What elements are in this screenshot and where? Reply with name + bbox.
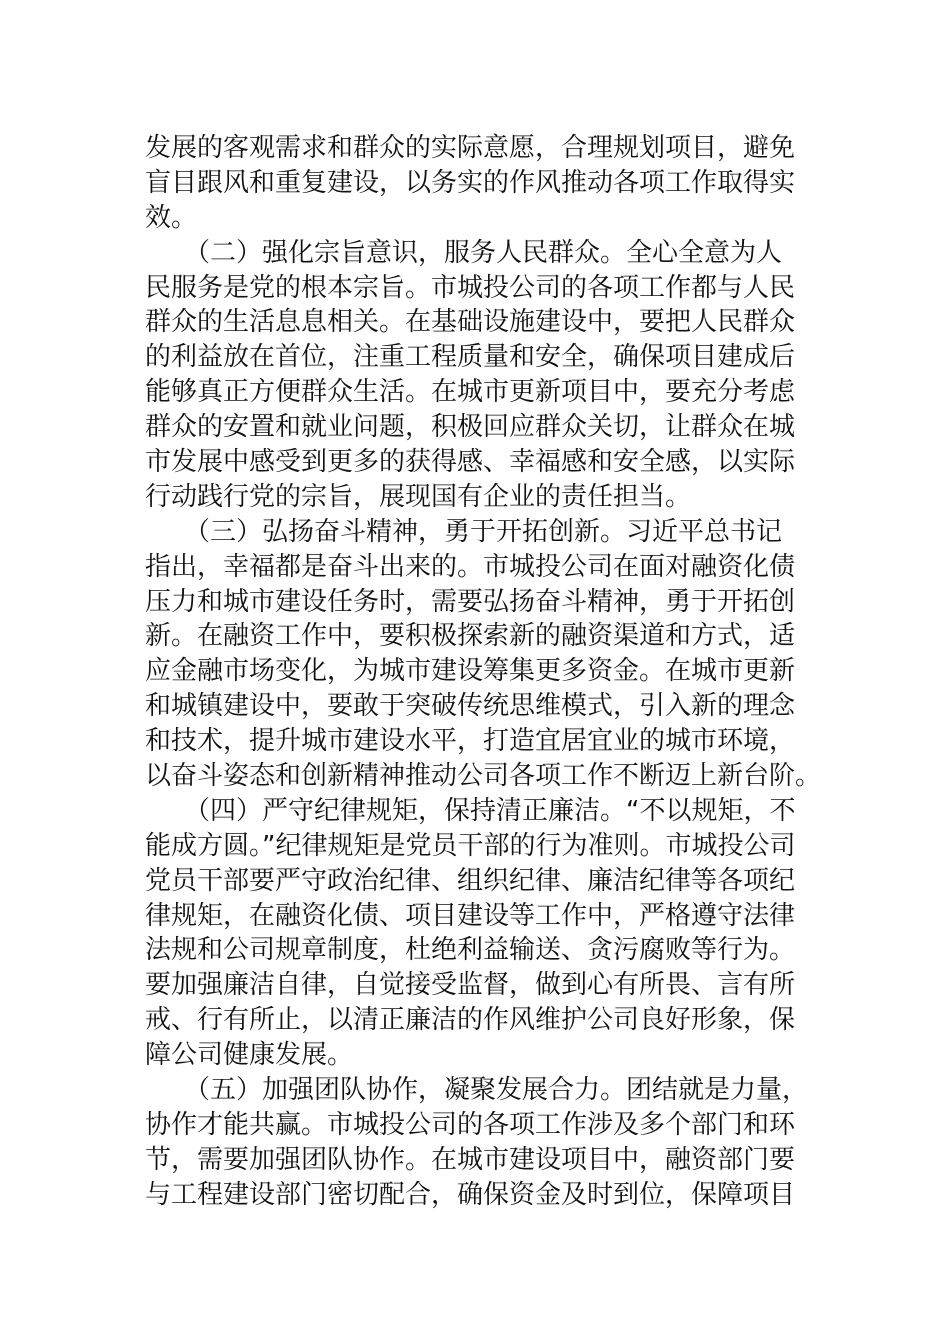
text-line: 法规和公司规章制度，杜绝利益输送、贪污腐败等行为。: [145, 935, 796, 966]
text-line: 协作才能共赢。市城投公司的各项工作涉及多个部门和环: [145, 1109, 796, 1140]
text-line: 要加强廉洁自律，自觉接受监督，做到心有所畏、言有所: [145, 970, 796, 1001]
text-line: 民服务是党的根本宗旨。市城投公司的各项工作都与人民: [145, 272, 796, 303]
text-line: 和城镇建设中，要敢于突破传统思维模式，引入新的理念: [145, 691, 796, 722]
text-line: 群众的安置和就业问题，积极回应群众关切，让群众在城: [145, 412, 796, 443]
text-line: （五）加强团队协作，凝聚发展合力。团结就是力量，: [145, 1075, 809, 1106]
text-line: 的利益放在首位，注重工程质量和安全，确保项目建成后: [145, 342, 796, 373]
text-line: 压力和城市建设任务时，需要弘扬奋斗精神，勇于开拓创: [145, 586, 796, 617]
text-line: 指出，幸福都是奋斗出来的。市城投公司在面对融资化债: [145, 551, 796, 582]
text-line: 障公司健康发展。: [145, 1040, 354, 1071]
document-body: [145, 131, 845, 1213]
text-line: 效。: [145, 202, 198, 233]
text-line: （三）弘扬奋斗精神，勇于开拓创新。习近平总书记: [145, 516, 783, 547]
text-line: 群众的生活息息相关。在基础设施建设中，要把人民群众: [145, 307, 796, 338]
text-line: 能够真正方便群众生活。在城市更新项目中，要充分考虑: [145, 377, 796, 408]
text-line: （二）强化宗旨意识，服务人民群众。全心全意为人: [145, 237, 783, 268]
text-line: 以奋斗姿态和创新精神推动公司各项工作不断迈上新台阶。: [145, 761, 822, 792]
text-line: 党员干部要严守政治纪律、组织纪律、廉洁纪律等各项纪: [145, 865, 796, 896]
text-line: 发展的客观需求和群众的实际意愿，合理规划项目，避免: [145, 133, 796, 163]
text-line: （四）严守纪律规矩，保持清正廉洁。“不以规矩，不: [145, 795, 796, 826]
text-line: 戒、行有所止，以清正廉洁的作风维护公司良好形象，保: [145, 1005, 796, 1036]
text-line: 能成方圆。”纪律规矩是党员干部的行为准则。市城投公司: [145, 830, 796, 861]
text-line: 应金融市场变化，为城市建设筹集更多资金。在城市更新: [145, 656, 796, 687]
text-line: 盲目跟风和重复建设，以务实的作风推动各项工作取得实: [145, 167, 796, 198]
text-line: 和技术，提升城市建设水平，打造宜居宜业的城市环境，: [145, 726, 796, 757]
text-line: 行动践行党的宗旨，展现国有企业的责任担当。: [145, 481, 692, 512]
text-line: 与工程建设部门密切配合，确保资金及时到位，保障项目: [145, 1179, 796, 1210]
text-line: 节，需要加强团队协作。在城市建设项目中，融资部门要: [145, 1144, 796, 1175]
text-line: 新。在融资工作中，要积极探索新的融资渠道和方式，适: [145, 621, 796, 652]
text-line: 律规矩，在融资化债、项目建设等工作中，严格遵守法律: [145, 900, 796, 931]
text-line: 市发展中感受到更多的获得感、幸福感和安全感，以实际: [145, 447, 796, 478]
